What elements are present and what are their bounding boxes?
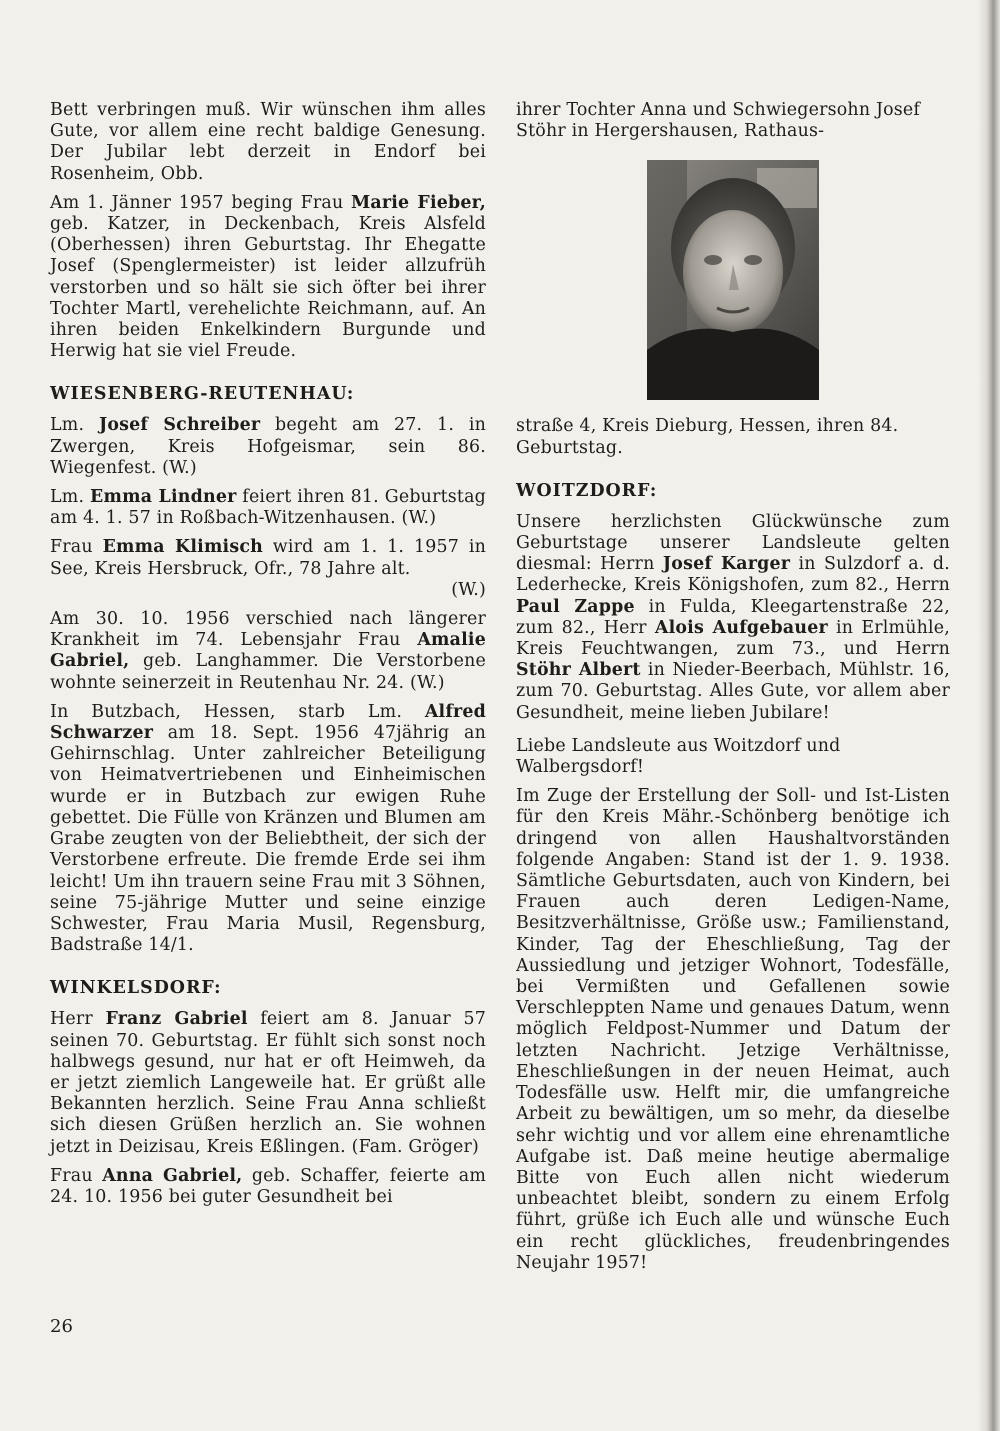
person-name: Josef Schreiber [98, 415, 261, 436]
paragraph-anna-continued-bottom: straße 4, Kreis Dieburg, Hessen, ihren 84. Geburtstag. [516, 416, 899, 458]
person-name: Emma Klimisch [102, 537, 263, 558]
portrait-image [647, 160, 819, 400]
person-name: Paul Zappe [516, 596, 635, 617]
paragraph-appeal: Im Zuge der Erstellung der Soll- und Ist-Listen für den Kreis Mähr.-Schönberg benötige ich dringend von allen Haushaltvorständen folgende Angaben: Stand ist der 1. 9. 1938. Sämtliche Geburtsdaten, auch von Kindern, bei Frauen auch deren Ledigen-Name, Besitzverhältnisse, Größe usw.; Familienstand, Kinder, Tag der Eheschließung, Tag der Aussiedlung und jetziger Wohnort, Todesfälle, bei Vermißten und Gefallenen sowie Verschleppten Name und genaues Datum, wenn möglich Feldpost-Nummer und Datum der letzten Nachricht. Jetzige Verhältnisse, Eheschließungen in der neuen Heimat, auch Todesfälle usw. Helft mir, die umfangreiche Arbeit zu bewältigen, um so mehr, da dieselbe sehr wichtig und vor allem eine ehrenamtliche Aufgabe ist. Daß meine heutige abermalige Bitte von Euch allen nicht wiederum unbeachtet bleibt, sondern zu einem Erfolg führt, grüße ich Euch alle und wünsche Euch ein recht glückliches, freudenbringendes Neujahr 1957! [516, 786, 950, 1273]
person-name: Stöhr Albert [516, 660, 641, 681]
person-name: Anna Gabriel, [102, 1165, 243, 1186]
portrait-photo [647, 160, 819, 400]
paragraph-alfred-schwarzer: In Butzbach, Hessen, starb Lm. Alfred Schwarzer am 18. Sept. 1956 47jährig an Gehirnschlag. Unter zahlreicher Beteiligung von Heimatvertriebenen und Einheimischen wurde er in Butzbach zur ewigen Ruhe gebettet. Die Fülle von Kränzen und Blumen am Grabe zeugten von der Beliebtheit, der sich der Verstorbene erfreute. Die fremde Erde sei ihm leicht! Um ihn trauern seine Frau mit 3 Söhnen, seine 75-jährige Mutter und seine einzige Schwester, Frau Maria Musil, Regensburg, Badstraße 14/1. [50, 701, 486, 956]
person-name: Franz Gabriel [105, 1009, 248, 1030]
paragraph-salutation: Liebe Landsleute aus Woitzdorf und Walbergsdorf! [516, 735, 841, 778]
section-heading-winkelsdorf: WINKELSDORF: [50, 978, 222, 999]
paragraph-emma-lindner: Lm. Emma Lindner feiert ihren 81. Geburtstag am 4. 1. 57 in Roßbach-Witzenhausen. (W.) [50, 487, 486, 529]
person-name: Alfred Schwarzer [50, 701, 486, 744]
paragraph-josef-schreiber: Lm. Josef Schreiber begeht am 27. 1. in Zwergen, Kreis Hofgeismar, sein 86. Wiegenfest. (W.) [50, 415, 486, 478]
right-column [516, 100, 950, 1282]
page-binding-edge [978, 0, 1000, 1431]
person-name: Emma Lindner [90, 487, 237, 508]
section-heading-wiesenberg-reutenhau: WIESENBERG-REUTENHAU: [50, 384, 355, 405]
section-heading-woitzdorf: WOITZDORF: [516, 480, 658, 501]
paragraph-intro: Bett verbringen muß. Wir wünschen ihm alles Gute, vor allem eine recht baldige Genesung. Der Jubilar lebt derzeit in Endorf bei Rosenheim, Obb. [50, 100, 486, 184]
person-name: Josef Karger [662, 554, 791, 575]
person-name: Marie Fieber, [350, 192, 487, 213]
paragraph-anna-continued-top: ihrer Tochter Anna und Schwiegersohn Josef Stöhr in Hergershausen, Rathaus- [516, 100, 921, 142]
person-name: Amalie Gabriel, [50, 630, 486, 672]
paragraph-marie-fieber: Am 1. Jänner 1957 beging Frau Marie Fieber, geb. Katzer, in Deckenbach, Kreis Alsfeld (Oberhessen) ihren Geburtstag. Ihr Ehegatte Josef (Spenglermeister) ist leider allzufrüh verstorben und so hält sie sich öfter bei ihrer Tochter Martl, verehelichte Reichmann, auf. An ihren beiden Enkelkindern Burgunde und Herwig hat sie viel Freude. [50, 192, 487, 362]
paragraph-franz-gabriel: Herr Franz Gabriel feiert am 8. Januar 57 seinen 70. Geburtstag. Er fühlt sich sonst noch halbwegs gesund, nur hat er oft Heimweh, da er jetzt ziemlich Langeweile hat. Er grüßt alle Bekannten herzlich. Seine Frau Anna schließt sich diesen Grüßen herzlich an. Sie wohnen jetzt in Deizisau, Kreis Eßlingen. (Fam. Gröger) [50, 1009, 486, 1157]
page-number: 26 [50, 1316, 73, 1337]
paragraph-emma-klimisch: Frau Emma Klimisch wird am 1. 1. 1957 in See, Kreis Hersbruck, Ofr., 78 Jahre alt. (W.) [50, 537, 486, 600]
person-name: Alois Aufgebauer [654, 617, 828, 638]
left-column [50, 100, 486, 1216]
signature-w: (W.) [451, 579, 486, 600]
paragraph-amalie-gabriel: Am 30. 10. 1956 verschied nach längerer Krankheit im 74. Lebensjahr Frau Amalie Gabriel, geb. Langhammer. Die Verstorbene wohnte seinerzeit in Reutenhau Nr. 24. (W.) [50, 609, 486, 693]
paragraph-anna-gabriel: Frau Anna Gabriel, geb. Schaffer, feierte am 24. 10. 1956 bei guter Gesundheit bei [50, 1165, 487, 1207]
paragraph-woitzdorf-greetings: Unsere herzlichsten Glückwünsche zum Geburtstage unserer Landsleute gelten diesmal: Herrn Josef Karger in Sulzdorf a. d. Lederhecke, Kreis Königshofen, zum 82., Herrn Paul Zappe in Fulda, Kleegartenstraße 22, zum 82., Herr Alois Aufgebauer in Erlmühle, Kreis Feuchtwangen, zum 73., und Herrn Stöhr Albert in Nieder-Beerbach, Mühlstr. 16, zum 70. Geburtstag. Alles Gute, vor allem aber Gesundheit, meine lieben Jubilare! [516, 511, 950, 723]
